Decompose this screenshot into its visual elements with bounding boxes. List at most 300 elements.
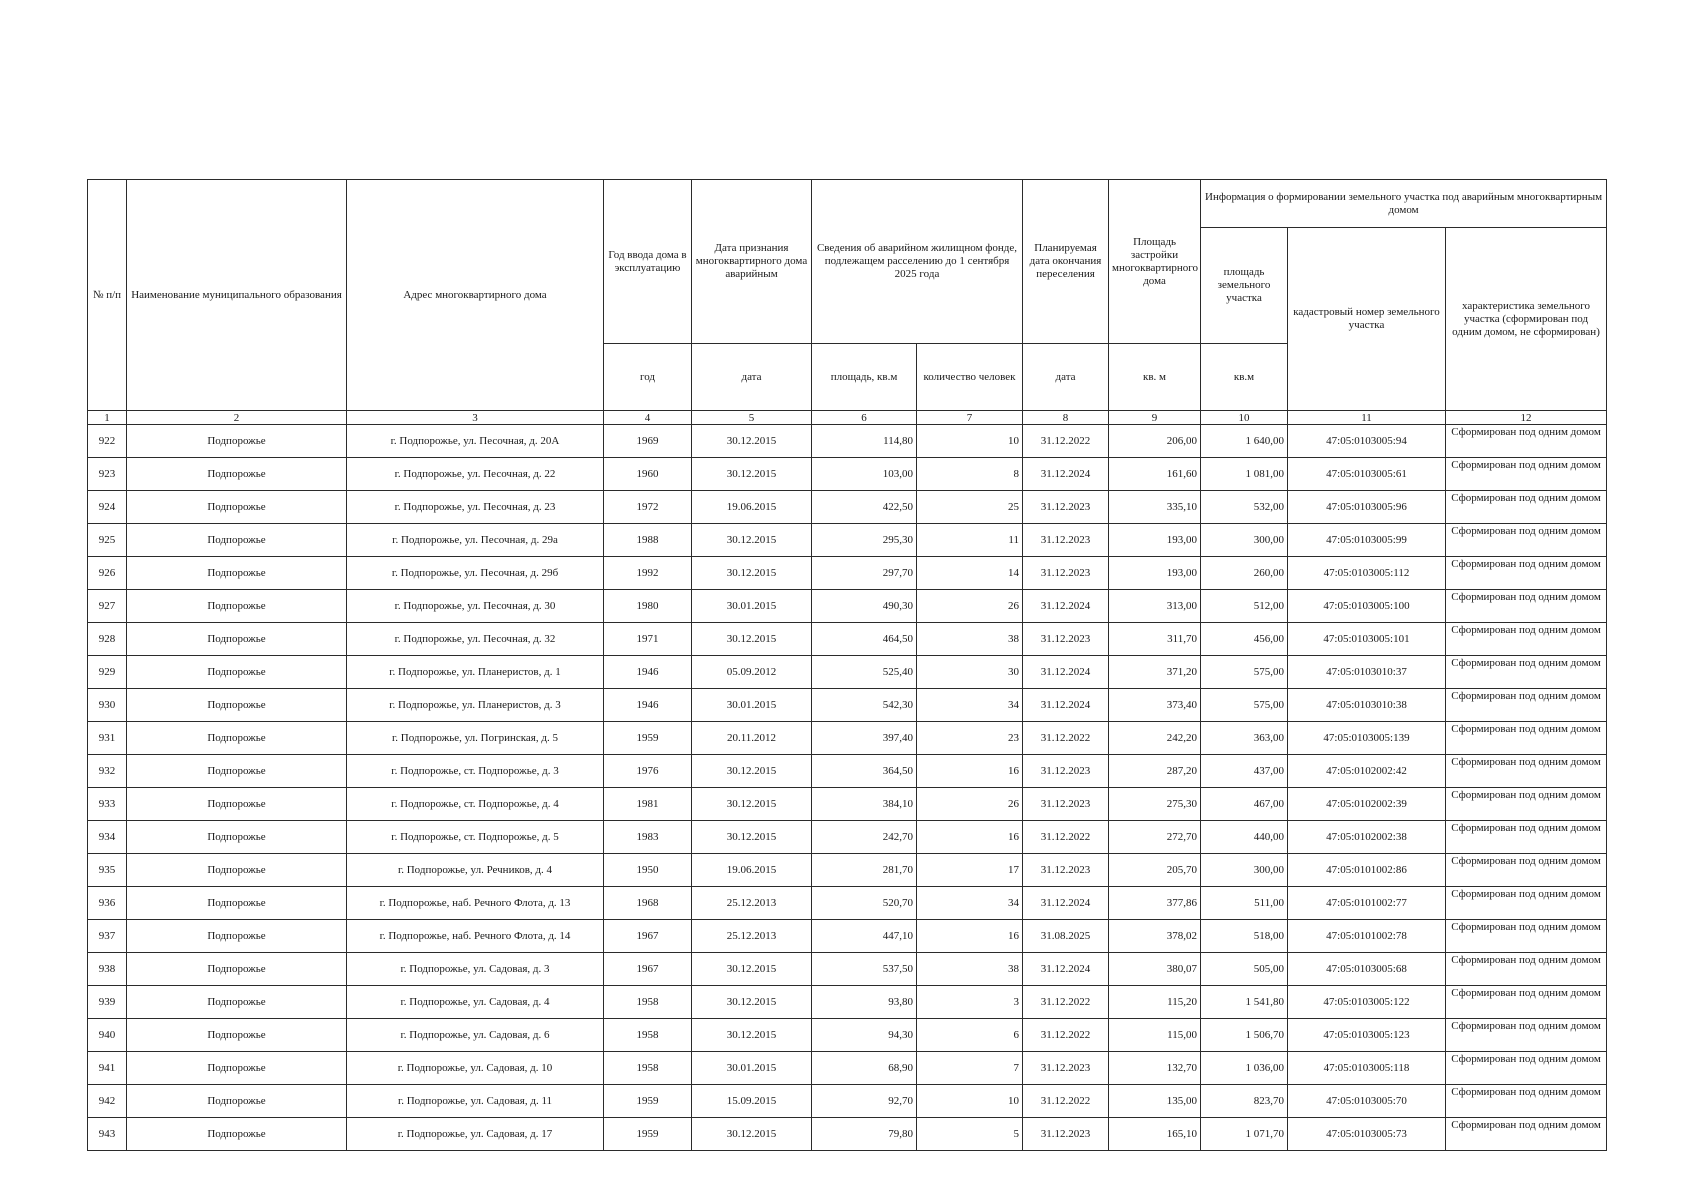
row-number-cell: 938 bbox=[88, 953, 127, 986]
building-area-cell: 206,00 bbox=[1109, 425, 1201, 458]
building-area-cell: 115,20 bbox=[1109, 986, 1201, 1019]
land-area-cell: 575,00 bbox=[1201, 689, 1288, 722]
recognition-date-cell: 30.01.2015 bbox=[692, 1052, 812, 1085]
municipality-cell: Подпорожье bbox=[127, 1052, 347, 1085]
people-count-cell: 6 bbox=[917, 1019, 1023, 1052]
emergency-area-cell: 281,70 bbox=[812, 854, 917, 887]
cadastral-number-cell: 47:05:0103005:100 bbox=[1288, 590, 1446, 623]
municipality-cell: Подпорожье bbox=[127, 491, 347, 524]
row-number-cell: 943 bbox=[88, 1118, 127, 1151]
row-number-cell: 933 bbox=[88, 788, 127, 821]
municipality-cell: Подпорожье bbox=[127, 425, 347, 458]
planned-date-cell: 31.12.2024 bbox=[1023, 953, 1109, 986]
emergency-area-cell: 92,70 bbox=[812, 1085, 917, 1118]
address-cell: г. Подпорожье, наб. Речного Флота, д. 14 bbox=[347, 920, 604, 953]
recognition-date-cell: 19.06.2015 bbox=[692, 491, 812, 524]
cadastral-number-cell: 47:05:0103005:61 bbox=[1288, 458, 1446, 491]
land-area-cell: 437,00 bbox=[1201, 755, 1288, 788]
recognition-date-cell: 30.12.2015 bbox=[692, 986, 812, 1019]
building-area-cell: 377,86 bbox=[1109, 887, 1201, 920]
address-cell: г. Подпорожье, ул. Песочная, д. 23 bbox=[347, 491, 604, 524]
building-area-cell: 275,30 bbox=[1109, 788, 1201, 821]
building-area-cell: 380,07 bbox=[1109, 953, 1201, 986]
municipality-cell: Подпорожье bbox=[127, 986, 347, 1019]
land-feature-cell: Сформирован под одним домом bbox=[1446, 689, 1607, 722]
building-area-cell: 115,00 bbox=[1109, 1019, 1201, 1052]
column-number-row bbox=[88, 411, 1607, 425]
row-number-cell: 942 bbox=[88, 1085, 127, 1118]
municipality-cell: Подпорожье bbox=[127, 953, 347, 986]
planned-date-cell: 31.12.2023 bbox=[1023, 1052, 1109, 1085]
cadastral-number-cell: 47:05:0103005:101 bbox=[1288, 623, 1446, 656]
municipality-cell: Подпорожье bbox=[127, 590, 347, 623]
land-feature-cell: Сформирован под одним домом bbox=[1446, 590, 1607, 623]
address-cell: г. Подпорожье, ул. Погринская, д. 5 bbox=[347, 722, 604, 755]
header-building-area: Площадь застройки многоквартирного дома bbox=[1109, 180, 1201, 344]
table-row bbox=[88, 854, 1607, 887]
land-area-cell: 1 071,70 bbox=[1201, 1118, 1288, 1151]
people-count-cell: 38 bbox=[917, 953, 1023, 986]
year-built-cell: 1983 bbox=[604, 821, 692, 854]
table-row bbox=[88, 722, 1607, 755]
recognition-date-cell: 30.01.2015 bbox=[692, 689, 812, 722]
table-row bbox=[88, 590, 1607, 623]
row-number-cell: 939 bbox=[88, 986, 127, 1019]
year-built-cell: 1959 bbox=[604, 722, 692, 755]
address-cell: г. Подпорожье, ст. Подпорожье, д. 3 bbox=[347, 755, 604, 788]
municipality-cell: Подпорожье bbox=[127, 788, 347, 821]
recognition-date-cell: 30.12.2015 bbox=[692, 953, 812, 986]
table-body bbox=[88, 425, 1607, 1151]
land-feature-cell: Сформирован под одним домом bbox=[1446, 920, 1607, 953]
table-row bbox=[88, 986, 1607, 1019]
cadastral-number-cell: 47:05:0103005:68 bbox=[1288, 953, 1446, 986]
land-area-cell: 512,00 bbox=[1201, 590, 1288, 623]
cadastral-number-cell: 47:05:0102002:38 bbox=[1288, 821, 1446, 854]
emergency-area-cell: 93,80 bbox=[812, 986, 917, 1019]
emergency-area-cell: 520,70 bbox=[812, 887, 917, 920]
emergency-area-cell: 384,10 bbox=[812, 788, 917, 821]
row-number-cell: 924 bbox=[88, 491, 127, 524]
table-row bbox=[88, 689, 1607, 722]
year-built-cell: 1967 bbox=[604, 920, 692, 953]
table-row bbox=[88, 491, 1607, 524]
land-feature-cell: Сформирован под одним домом bbox=[1446, 425, 1607, 458]
people-count-cell: 16 bbox=[917, 821, 1023, 854]
col-number: 6 bbox=[812, 411, 917, 425]
emergency-area-cell: 537,50 bbox=[812, 953, 917, 986]
land-area-cell: 823,70 bbox=[1201, 1085, 1288, 1118]
cadastral-number-cell: 47:05:0103005:122 bbox=[1288, 986, 1446, 1019]
emergency-area-cell: 94,30 bbox=[812, 1019, 917, 1052]
row-number-cell: 928 bbox=[88, 623, 127, 656]
year-built-cell: 1969 bbox=[604, 425, 692, 458]
people-count-cell: 25 bbox=[917, 491, 1023, 524]
planned-date-cell: 31.12.2024 bbox=[1023, 689, 1109, 722]
building-area-cell: 165,10 bbox=[1109, 1118, 1201, 1151]
people-count-cell: 26 bbox=[917, 590, 1023, 623]
header-emergency-info: Сведения об аварийном жилищном фонде, подлежащем расселению до 1 сентября 2025 года bbox=[812, 180, 1023, 344]
emergency-area-cell: 114,80 bbox=[812, 425, 917, 458]
land-feature-cell: Сформирован под одним домом bbox=[1446, 986, 1607, 1019]
row-number-cell: 931 bbox=[88, 722, 127, 755]
building-area-cell: 371,20 bbox=[1109, 656, 1201, 689]
table-row bbox=[88, 524, 1607, 557]
building-area-cell: 205,70 bbox=[1109, 854, 1201, 887]
year-built-cell: 1972 bbox=[604, 491, 692, 524]
table-header bbox=[88, 180, 1607, 411]
planned-date-cell: 31.12.2022 bbox=[1023, 1085, 1109, 1118]
municipality-cell: Подпорожье bbox=[127, 755, 347, 788]
header-num: № п/п bbox=[88, 180, 127, 411]
people-count-cell: 16 bbox=[917, 755, 1023, 788]
table-row bbox=[88, 821, 1607, 854]
cadastral-number-cell: 47:05:0103005:139 bbox=[1288, 722, 1446, 755]
municipality-cell: Подпорожье bbox=[127, 854, 347, 887]
building-area-cell: 132,70 bbox=[1109, 1052, 1201, 1085]
planned-date-cell: 31.12.2023 bbox=[1023, 755, 1109, 788]
header-cadastral: кадастровый номер земельного участка bbox=[1288, 228, 1446, 411]
land-area-cell: 1 506,70 bbox=[1201, 1019, 1288, 1052]
cadastral-number-cell: 47:05:0103005:118 bbox=[1288, 1052, 1446, 1085]
col-number: 10 bbox=[1201, 411, 1288, 425]
recognition-date-cell: 30.12.2015 bbox=[692, 788, 812, 821]
building-area-cell: 161,60 bbox=[1109, 458, 1201, 491]
cadastral-number-cell: 47:05:0103005:112 bbox=[1288, 557, 1446, 590]
year-built-cell: 1971 bbox=[604, 623, 692, 656]
planned-date-cell: 31.12.2022 bbox=[1023, 821, 1109, 854]
emergency-area-cell: 297,70 bbox=[812, 557, 917, 590]
unit-area: площадь, кв.м bbox=[812, 344, 917, 411]
recognition-date-cell: 30.12.2015 bbox=[692, 623, 812, 656]
address-cell: г. Подпорожье, ул. Садовая, д. 10 bbox=[347, 1052, 604, 1085]
land-feature-cell: Сформирован под одним домом bbox=[1446, 1019, 1607, 1052]
land-area-cell: 1 081,00 bbox=[1201, 458, 1288, 491]
row-number-cell: 937 bbox=[88, 920, 127, 953]
col-number: 11 bbox=[1288, 411, 1446, 425]
row-number-cell: 934 bbox=[88, 821, 127, 854]
cadastral-number-cell: 47:05:0103005:94 bbox=[1288, 425, 1446, 458]
planned-date-cell: 31.12.2023 bbox=[1023, 854, 1109, 887]
table-row bbox=[88, 425, 1607, 458]
recognition-date-cell: 30.01.2015 bbox=[692, 590, 812, 623]
address-cell: г. Подпорожье, ст. Подпорожье, д. 4 bbox=[347, 788, 604, 821]
building-area-cell: 287,20 bbox=[1109, 755, 1201, 788]
header-land-feature: характеристика земельного участка (сформирован под одним домом, не сформирован) bbox=[1446, 228, 1607, 411]
recognition-date-cell: 30.12.2015 bbox=[692, 524, 812, 557]
municipality-cell: Подпорожье bbox=[127, 458, 347, 491]
land-area-cell: 1 541,80 bbox=[1201, 986, 1288, 1019]
table-row bbox=[88, 920, 1607, 953]
planned-date-cell: 31.12.2022 bbox=[1023, 986, 1109, 1019]
recognition-date-cell: 25.12.2013 bbox=[692, 920, 812, 953]
recognition-date-cell: 30.12.2015 bbox=[692, 557, 812, 590]
land-area-cell: 575,00 bbox=[1201, 656, 1288, 689]
recognition-date-cell: 30.12.2015 bbox=[692, 821, 812, 854]
emergency-housing-table bbox=[87, 179, 1607, 1151]
people-count-cell: 8 bbox=[917, 458, 1023, 491]
cadastral-number-cell: 47:05:0103005:96 bbox=[1288, 491, 1446, 524]
row-number-cell: 922 bbox=[88, 425, 127, 458]
year-built-cell: 1958 bbox=[604, 986, 692, 1019]
address-cell: г. Подпорожье, ул. Песочная, д. 29а bbox=[347, 524, 604, 557]
people-count-cell: 23 bbox=[917, 722, 1023, 755]
table-row bbox=[88, 1118, 1607, 1151]
building-area-cell: 193,00 bbox=[1109, 524, 1201, 557]
col-number: 2 bbox=[127, 411, 347, 425]
col-number: 5 bbox=[692, 411, 812, 425]
land-feature-cell: Сформирован под одним домом bbox=[1446, 623, 1607, 656]
address-cell: г. Подпорожье, ул. Садовая, д. 17 bbox=[347, 1118, 604, 1151]
land-feature-cell: Сформирован под одним домом bbox=[1446, 722, 1607, 755]
land-feature-cell: Сформирован под одним домом bbox=[1446, 1085, 1607, 1118]
planned-date-cell: 31.08.2025 bbox=[1023, 920, 1109, 953]
recognition-date-cell: 20.11.2012 bbox=[692, 722, 812, 755]
year-built-cell: 1980 bbox=[604, 590, 692, 623]
col-number: 12 bbox=[1446, 411, 1607, 425]
unit-sqm: кв. м bbox=[1109, 344, 1201, 411]
address-cell: г. Подпорожье, ул. Песочная, д. 30 bbox=[347, 590, 604, 623]
land-area-cell: 467,00 bbox=[1201, 788, 1288, 821]
year-built-cell: 1960 bbox=[604, 458, 692, 491]
planned-date-cell: 31.12.2023 bbox=[1023, 524, 1109, 557]
land-area-cell: 260,00 bbox=[1201, 557, 1288, 590]
building-area-cell: 313,00 bbox=[1109, 590, 1201, 623]
table-row bbox=[88, 458, 1607, 491]
recognition-date-cell: 30.12.2015 bbox=[692, 458, 812, 491]
year-built-cell: 1992 bbox=[604, 557, 692, 590]
building-area-cell: 272,70 bbox=[1109, 821, 1201, 854]
land-area-cell: 300,00 bbox=[1201, 524, 1288, 557]
year-built-cell: 1950 bbox=[604, 854, 692, 887]
land-feature-cell: Сформирован под одним домом bbox=[1446, 458, 1607, 491]
people-count-cell: 10 bbox=[917, 425, 1023, 458]
header-recognition-date: Дата признания многоквартирного дома аварийным bbox=[692, 180, 812, 344]
table-row bbox=[88, 623, 1607, 656]
address-cell: г. Подпорожье, ул. Песочная, д. 29б bbox=[347, 557, 604, 590]
people-count-cell: 10 bbox=[917, 1085, 1023, 1118]
address-cell: г. Подпорожье, ул. Речников, д. 4 bbox=[347, 854, 604, 887]
year-built-cell: 1988 bbox=[604, 524, 692, 557]
header-municipality: Наименование муниципального образования bbox=[127, 180, 347, 411]
year-built-cell: 1958 bbox=[604, 1052, 692, 1085]
planned-date-cell: 31.12.2023 bbox=[1023, 557, 1109, 590]
people-count-cell: 5 bbox=[917, 1118, 1023, 1151]
municipality-cell: Подпорожье bbox=[127, 920, 347, 953]
table-row bbox=[88, 1085, 1607, 1118]
people-count-cell: 30 bbox=[917, 656, 1023, 689]
municipality-cell: Подпорожье bbox=[127, 722, 347, 755]
municipality-cell: Подпорожье bbox=[127, 557, 347, 590]
municipality-cell: Подпорожье bbox=[127, 689, 347, 722]
land-feature-cell: Сформирован под одним домом bbox=[1446, 1118, 1607, 1151]
emergency-area-cell: 490,30 bbox=[812, 590, 917, 623]
municipality-cell: Подпорожье bbox=[127, 524, 347, 557]
address-cell: г. Подпорожье, ул. Садовая, д. 3 bbox=[347, 953, 604, 986]
unit-date: дата bbox=[692, 344, 812, 411]
row-number-cell: 930 bbox=[88, 689, 127, 722]
address-cell: г. Подпорожье, ул. Садовая, д. 6 bbox=[347, 1019, 604, 1052]
address-cell: г. Подпорожье, ул. Песочная, д. 32 bbox=[347, 623, 604, 656]
emergency-area-cell: 79,80 bbox=[812, 1118, 917, 1151]
table-row bbox=[88, 788, 1607, 821]
municipality-cell: Подпорожье bbox=[127, 623, 347, 656]
header-year-built: Год ввода дома в эксплуатацию bbox=[604, 180, 692, 344]
planned-date-cell: 31.12.2022 bbox=[1023, 1019, 1109, 1052]
address-cell: г. Подпорожье, ст. Подпорожье, д. 5 bbox=[347, 821, 604, 854]
land-area-cell: 532,00 bbox=[1201, 491, 1288, 524]
row-number-cell: 935 bbox=[88, 854, 127, 887]
municipality-cell: Подпорожье bbox=[127, 821, 347, 854]
table-row bbox=[88, 953, 1607, 986]
planned-date-cell: 31.12.2024 bbox=[1023, 590, 1109, 623]
recognition-date-cell: 25.12.2013 bbox=[692, 887, 812, 920]
people-count-cell: 34 bbox=[917, 689, 1023, 722]
cadastral-number-cell: 47:05:0103010:37 bbox=[1288, 656, 1446, 689]
table-row bbox=[88, 1019, 1607, 1052]
planned-date-cell: 31.12.2022 bbox=[1023, 425, 1109, 458]
table-row bbox=[88, 557, 1607, 590]
emergency-area-cell: 542,30 bbox=[812, 689, 917, 722]
emergency-area-cell: 464,50 bbox=[812, 623, 917, 656]
cadastral-number-cell: 47:05:0102002:42 bbox=[1288, 755, 1446, 788]
col-number: 1 bbox=[88, 411, 127, 425]
emergency-area-cell: 364,50 bbox=[812, 755, 917, 788]
year-built-cell: 1958 bbox=[604, 1019, 692, 1052]
municipality-cell: Подпорожье bbox=[127, 656, 347, 689]
header-planned-date: Планируемая дата окончания переселения bbox=[1023, 180, 1109, 344]
land-area-cell: 440,00 bbox=[1201, 821, 1288, 854]
municipality-cell: Подпорожье bbox=[127, 887, 347, 920]
unit-planned-date: дата bbox=[1023, 344, 1109, 411]
building-area-cell: 311,70 bbox=[1109, 623, 1201, 656]
people-count-cell: 16 bbox=[917, 920, 1023, 953]
row-number-cell: 925 bbox=[88, 524, 127, 557]
people-count-cell: 11 bbox=[917, 524, 1023, 557]
land-area-cell: 518,00 bbox=[1201, 920, 1288, 953]
planned-date-cell: 31.12.2024 bbox=[1023, 656, 1109, 689]
people-count-cell: 3 bbox=[917, 986, 1023, 1019]
address-cell: г. Подпорожье, ул. Песочная, д. 20А bbox=[347, 425, 604, 458]
recognition-date-cell: 30.12.2015 bbox=[692, 425, 812, 458]
emergency-area-cell: 525,40 bbox=[812, 656, 917, 689]
land-area-cell: 363,00 bbox=[1201, 722, 1288, 755]
cadastral-number-cell: 47:05:0103005:73 bbox=[1288, 1118, 1446, 1151]
people-count-cell: 17 bbox=[917, 854, 1023, 887]
cadastral-number-cell: 47:05:0102002:39 bbox=[1288, 788, 1446, 821]
col-number: 8 bbox=[1023, 411, 1109, 425]
table-row bbox=[88, 755, 1607, 788]
row-number-cell: 923 bbox=[88, 458, 127, 491]
col-number: 7 bbox=[917, 411, 1023, 425]
land-area-cell: 1 036,00 bbox=[1201, 1052, 1288, 1085]
col-number: 4 bbox=[604, 411, 692, 425]
planned-date-cell: 31.12.2024 bbox=[1023, 458, 1109, 491]
year-built-cell: 1959 bbox=[604, 1118, 692, 1151]
building-area-cell: 335,10 bbox=[1109, 491, 1201, 524]
planned-date-cell: 31.12.2024 bbox=[1023, 887, 1109, 920]
cadastral-number-cell: 47:05:0101002:86 bbox=[1288, 854, 1446, 887]
year-built-cell: 1976 bbox=[604, 755, 692, 788]
land-area-cell: 456,00 bbox=[1201, 623, 1288, 656]
recognition-date-cell: 30.12.2015 bbox=[692, 755, 812, 788]
planned-date-cell: 31.12.2023 bbox=[1023, 788, 1109, 821]
planned-date-cell: 31.12.2022 bbox=[1023, 722, 1109, 755]
recognition-date-cell: 30.12.2015 bbox=[692, 1019, 812, 1052]
emergency-area-cell: 397,40 bbox=[812, 722, 917, 755]
unit-people: количество человек bbox=[917, 344, 1023, 411]
recognition-date-cell: 19.06.2015 bbox=[692, 854, 812, 887]
year-built-cell: 1946 bbox=[604, 656, 692, 689]
year-built-cell: 1959 bbox=[604, 1085, 692, 1118]
land-feature-cell: Сформирован под одним домом bbox=[1446, 821, 1607, 854]
header-land-area: площадь земельного участка bbox=[1201, 228, 1288, 344]
building-area-cell: 135,00 bbox=[1109, 1085, 1201, 1118]
unit-land: кв.м bbox=[1201, 344, 1288, 411]
row-number-cell: 926 bbox=[88, 557, 127, 590]
recognition-date-cell: 15.09.2015 bbox=[692, 1085, 812, 1118]
address-cell: г. Подпорожье, ул. Песочная, д. 22 bbox=[347, 458, 604, 491]
cadastral-number-cell: 47:05:0101002:77 bbox=[1288, 887, 1446, 920]
emergency-area-cell: 68,90 bbox=[812, 1052, 917, 1085]
land-feature-cell: Сформирован под одним домом bbox=[1446, 854, 1607, 887]
address-cell: г. Подпорожье, ул. Садовая, д. 4 bbox=[347, 986, 604, 1019]
land-feature-cell: Сформирован под одним домом bbox=[1446, 1052, 1607, 1085]
municipality-cell: Подпорожье bbox=[127, 1085, 347, 1118]
land-area-cell: 1 640,00 bbox=[1201, 425, 1288, 458]
emergency-area-cell: 295,30 bbox=[812, 524, 917, 557]
cadastral-number-cell: 47:05:0103005:123 bbox=[1288, 1019, 1446, 1052]
cadastral-number-cell: 47:05:0103010:38 bbox=[1288, 689, 1446, 722]
building-area-cell: 378,02 bbox=[1109, 920, 1201, 953]
land-area-cell: 511,00 bbox=[1201, 887, 1288, 920]
land-feature-cell: Сформирован под одним домом bbox=[1446, 491, 1607, 524]
emergency-area-cell: 422,50 bbox=[812, 491, 917, 524]
land-feature-cell: Сформирован под одним домом bbox=[1446, 887, 1607, 920]
table-row bbox=[88, 887, 1607, 920]
people-count-cell: 7 bbox=[917, 1052, 1023, 1085]
people-count-cell: 38 bbox=[917, 623, 1023, 656]
building-area-cell: 242,20 bbox=[1109, 722, 1201, 755]
emergency-area-cell: 103,00 bbox=[812, 458, 917, 491]
year-built-cell: 1967 bbox=[604, 953, 692, 986]
col-number: 3 bbox=[347, 411, 604, 425]
row-number-cell: 941 bbox=[88, 1052, 127, 1085]
land-feature-cell: Сформирован под одним домом bbox=[1446, 656, 1607, 689]
planned-date-cell: 31.12.2023 bbox=[1023, 491, 1109, 524]
people-count-cell: 34 bbox=[917, 887, 1023, 920]
land-feature-cell: Сформирован под одним домом bbox=[1446, 557, 1607, 590]
table-row bbox=[88, 1052, 1607, 1085]
cadastral-number-cell: 47:05:0103005:99 bbox=[1288, 524, 1446, 557]
header-address: Адрес многоквартирного дома bbox=[347, 180, 604, 411]
year-built-cell: 1968 bbox=[604, 887, 692, 920]
people-count-cell: 14 bbox=[917, 557, 1023, 590]
unit-year: год bbox=[604, 344, 692, 411]
land-feature-cell: Сформирован под одним домом bbox=[1446, 953, 1607, 986]
table-row bbox=[88, 656, 1607, 689]
address-cell: г. Подпорожье, наб. Речного Флота, д. 13 bbox=[347, 887, 604, 920]
row-number-cell: 929 bbox=[88, 656, 127, 689]
year-built-cell: 1981 bbox=[604, 788, 692, 821]
planned-date-cell: 31.12.2023 bbox=[1023, 623, 1109, 656]
year-built-cell: 1946 bbox=[604, 689, 692, 722]
row-number-cell: 940 bbox=[88, 1019, 127, 1052]
municipality-cell: Подпорожье bbox=[127, 1118, 347, 1151]
emergency-area-cell: 242,70 bbox=[812, 821, 917, 854]
recognition-date-cell: 05.09.2012 bbox=[692, 656, 812, 689]
land-area-cell: 505,00 bbox=[1201, 953, 1288, 986]
